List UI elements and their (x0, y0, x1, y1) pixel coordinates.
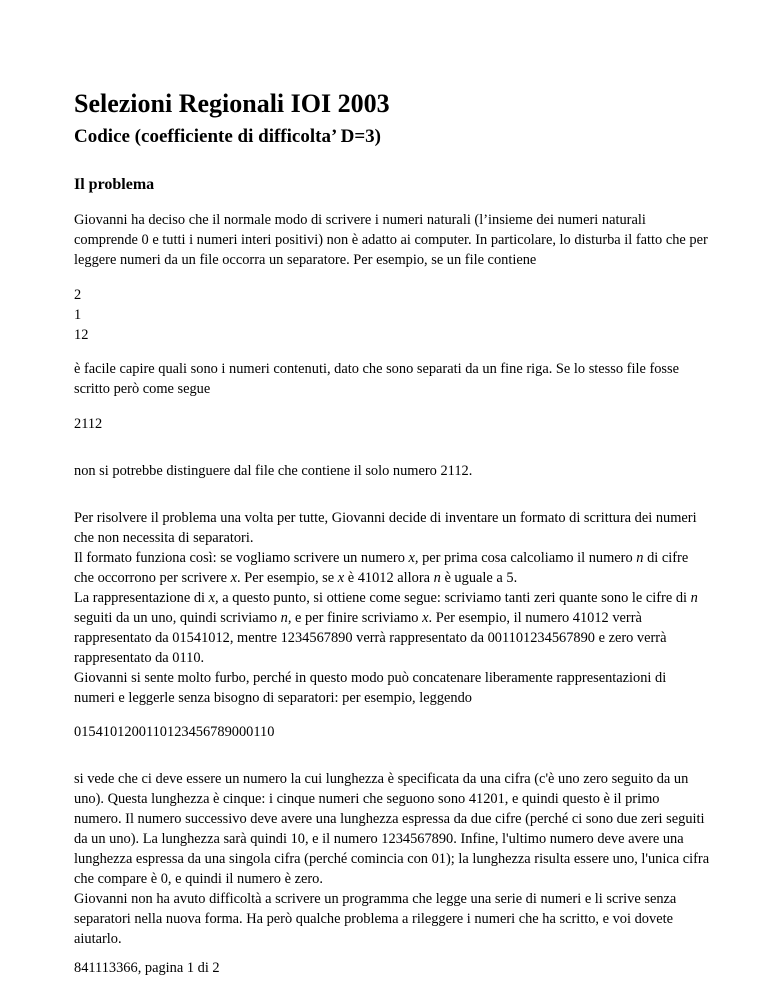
encoded-example: 0154101200110123456789000110 (74, 724, 275, 740)
text-line: comprende 0 e tutti i numeri interi positivi) non è adatto ai computer. In particolare, lo disturba il fatto che per (74, 232, 708, 248)
text-line: Giovanni si sente molto furbo, perché in questo modo può concatenare liberamente rappresentazioni di (74, 670, 667, 686)
after-example-paragraph (74, 359, 704, 399)
text-line: Giovanni ha deciso che il normale modo di scrivere i numeri naturali (l’insieme dei numeri naturali (74, 212, 646, 228)
text-line: leggere numeri da un file occorra un separatore. Per esempio, se un file contiene (74, 252, 537, 268)
text-line: numeri e leggerle senza bisogno di separatori: per esempio, leggendo (74, 690, 473, 706)
text-line: da un uno). La lunghezza sarà quindi 10, e il numero 1234567890. Infine, l'ultimo numero deve avere una (74, 831, 684, 847)
document-title: Selezioni Regionali IOI 2003 (74, 89, 390, 118)
text-line: che compare è 0, e quindi il numero è zero. (74, 871, 323, 887)
concatenated-example: 2112 (74, 416, 103, 432)
page-footer: 841113366, pagina 1 di 2 (74, 960, 220, 976)
example-file-contents (74, 285, 704, 345)
text-line: Giovanni non ha avuto difficoltà a scrivere un programma che legge una serie di numeri e li scrive senza (74, 891, 677, 907)
text-line: La rappresentazione di x, a questo punto, si ottiene come segue: scriviamo tanti zeri quante sono le cifre di n (74, 590, 698, 606)
no-distinguish-paragraph: non si potrebbe distinguere dal file che contiene il solo numero 2112. (74, 463, 473, 479)
text-line: seguiti da un uno, quindi scriviamo n, e per finire scriviamo x. Per esempio, il numero 41012 verrà (74, 610, 642, 626)
text-line: Il formato funziona così: se vogliamo scrivere un numero x, per prima cosa calcoliamo il numero n di cifre (74, 550, 689, 566)
text-line: separatori nella nuova forma. Ha però qualche problema a rileggere i numeri che ha scritto, e voi dovete (74, 911, 673, 927)
example-number: 2 (74, 287, 82, 303)
text-line: che occorrono per scrivere x. Per esempio, se x è 41012 allora n è uguale a 5. (74, 570, 518, 586)
text-line: Per risolvere il problema una volta per tutte, Giovanni decide di inventare un formato di scrittura dei numeri (74, 510, 697, 526)
intro-paragraph (74, 210, 708, 270)
text-line: uno). Questa lunghezza è cinque: i cinque numeri che seguono sono 41201, e quindi questo è il primo (74, 791, 660, 807)
explanation-paragraph (74, 769, 710, 949)
format-paragraph (74, 508, 704, 708)
text-line: si vede che ci deve essere un numero la cui lunghezza è specificata da una cifra (c'è uno zero seguito da un (74, 771, 689, 787)
document-subtitle: Codice (coefficiente di difficolta’ D=3) (74, 126, 381, 147)
section-heading: Il problema (74, 176, 155, 193)
text-line: aiutarlo. (74, 931, 122, 947)
text-line: numero. Il numero successivo deve avere una lunghezza espressa da due cifre (perché ci sono due zeri seguiti (74, 811, 705, 827)
example-number: 1 (74, 307, 82, 323)
text-line: rappresentato da 0110. (74, 650, 205, 666)
text-line: è facile capire quali sono i numeri contenuti, dato che sono separati da un fine riga. Se lo stesso file fosse (74, 361, 680, 377)
text-line: lunghezza espressa da una singola cifra (perché comincia con 01); la lunghezza risulta essere uno, l'unica cifra (74, 851, 710, 867)
text-line: che non necessita di separatori. (74, 530, 254, 546)
text-line: rappresentato da 01541012, mentre 1234567890 verrà rappresentato da 001101234567890 e zero verrà (74, 630, 667, 646)
example-number: 12 (74, 327, 89, 343)
text-line: scritto però come segue (74, 381, 211, 397)
